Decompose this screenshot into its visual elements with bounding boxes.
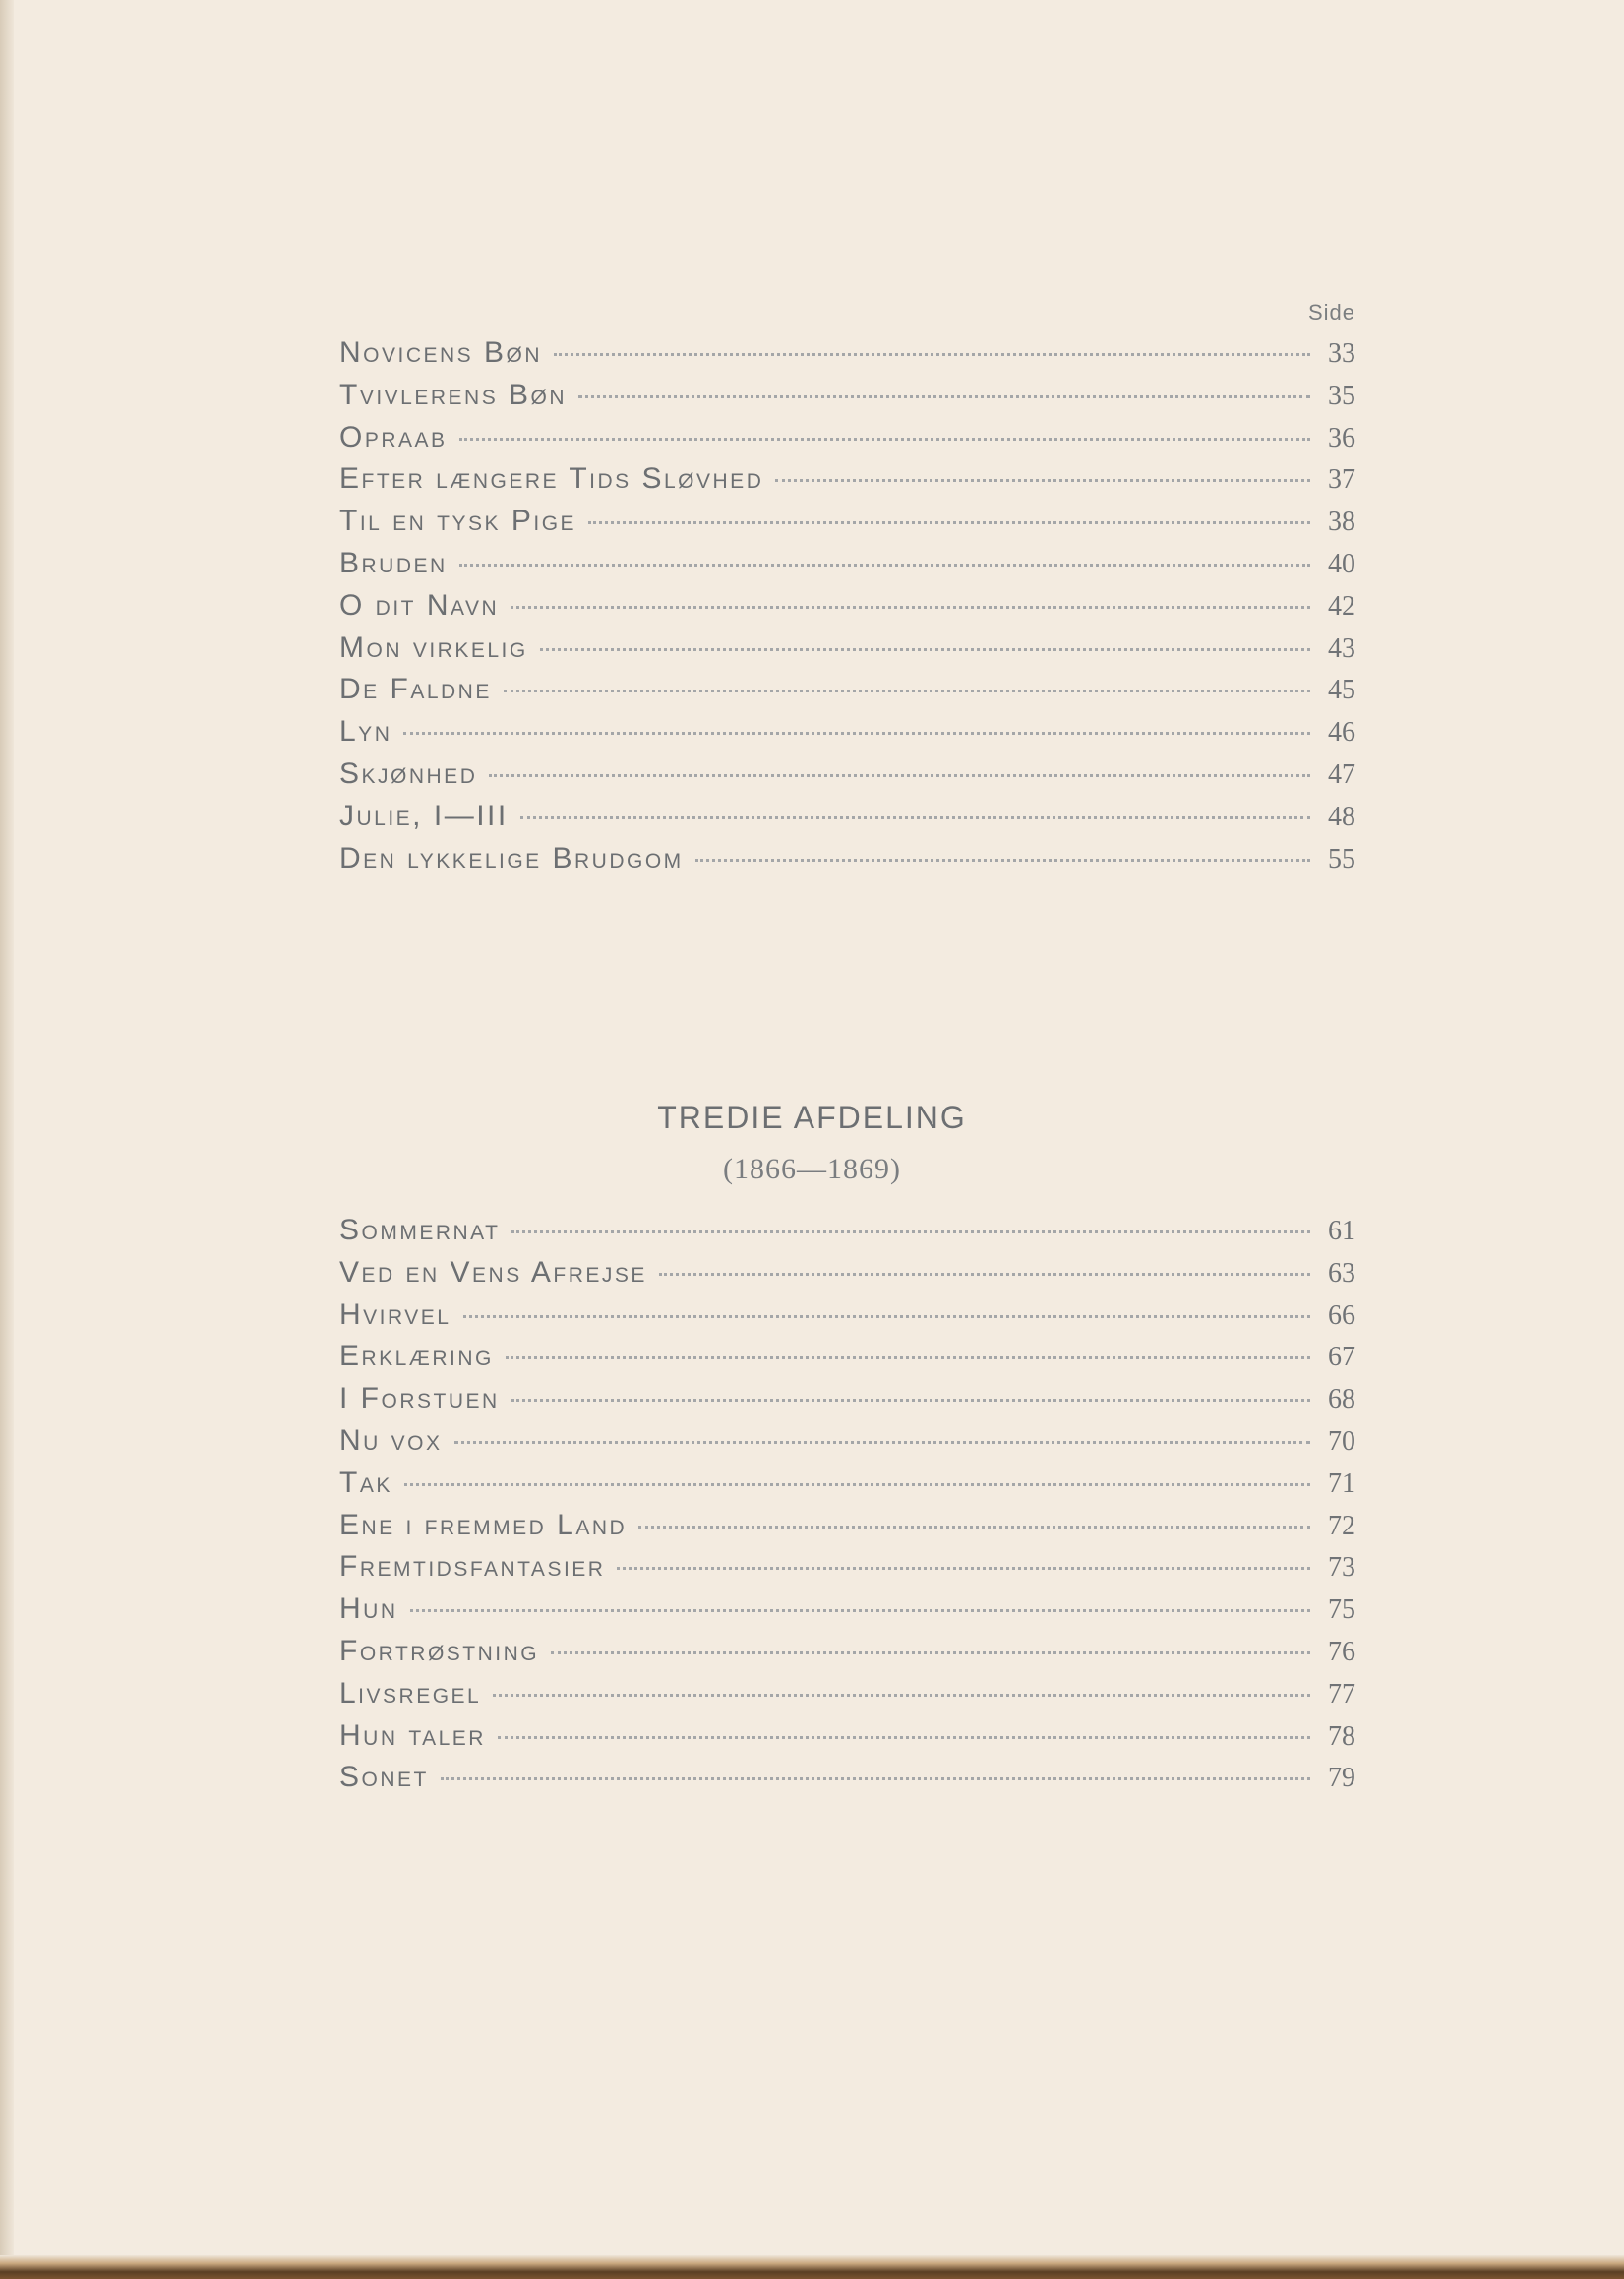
entry-title: Novicens Bøn: [339, 336, 543, 369]
toc-entry: [339, 715, 1355, 757]
toc-entry: [339, 1214, 1355, 1256]
page-bottom-edge: [0, 2255, 1624, 2279]
toc-list-part-three: [339, 1214, 1355, 1803]
entry-page-number: 47: [1328, 758, 1355, 790]
dot-leader: [459, 564, 1310, 567]
toc-entry: [339, 462, 1355, 505]
entry-page-number: 73: [1328, 1552, 1355, 1584]
dot-leader: [588, 521, 1310, 524]
toc-entry: [339, 842, 1355, 884]
entry-title: Nu vox: [339, 1423, 443, 1457]
entry-page-number: 71: [1328, 1468, 1355, 1499]
entry-page-number: 45: [1328, 675, 1355, 706]
dot-leader: [659, 1273, 1310, 1276]
dot-leader: [617, 1567, 1310, 1570]
toc-entry: [339, 1467, 1355, 1509]
page-column-label: Side: [1307, 300, 1355, 325]
toc-entry: [339, 800, 1355, 842]
entry-title: Erklæring: [339, 1340, 494, 1373]
entry-page-number: 68: [1328, 1384, 1355, 1415]
dot-leader: [578, 395, 1310, 398]
toc-entry: [339, 757, 1355, 800]
entry-title: Efter længere Tids Sløvhed: [339, 462, 764, 496]
toc-entry: [339, 1424, 1355, 1467]
toc-list-part-two: [339, 336, 1355, 883]
entry-page-number: 37: [1328, 464, 1355, 496]
entry-page-number: 70: [1328, 1425, 1355, 1457]
entry-page-number: 75: [1328, 1594, 1355, 1626]
dot-leader: [489, 774, 1310, 777]
dot-leader: [511, 606, 1310, 609]
dot-leader: [511, 1399, 1310, 1402]
entry-page-number: 40: [1328, 548, 1355, 579]
dot-leader: [493, 1694, 1310, 1697]
dot-leader: [638, 1526, 1310, 1529]
toc-entry: [339, 1256, 1355, 1298]
section-years: (1866—1869): [723, 1153, 901, 1185]
entry-title: Bruden: [339, 546, 448, 579]
toc-entry: [339, 336, 1355, 379]
entry-page-number: 79: [1328, 1763, 1355, 1794]
entry-title: Sonet: [339, 1761, 429, 1794]
entry-title: Opraab: [339, 420, 448, 453]
entry-page-number: 63: [1328, 1257, 1355, 1289]
toc-part-three: [339, 1214, 1355, 1803]
toc-entry: [339, 1509, 1355, 1551]
toc-entry: [339, 421, 1355, 463]
entry-title: O dit Navn: [339, 588, 500, 622]
entry-title: Fortrøstning: [339, 1634, 540, 1667]
dot-leader: [551, 1651, 1310, 1654]
dot-leader: [540, 648, 1310, 651]
entry-page-number: 48: [1328, 801, 1355, 832]
entry-page-number: 72: [1328, 1510, 1355, 1541]
dot-leader: [441, 1777, 1310, 1780]
entry-title: Mon virkelig: [339, 630, 528, 664]
dot-leader: [498, 1736, 1310, 1739]
entry-page-number: 43: [1328, 632, 1355, 664]
toc-entry: [339, 589, 1355, 631]
dot-leader: [404, 1483, 1310, 1486]
entry-page-number: 36: [1328, 422, 1355, 453]
entry-title: Til en tysk Pige: [339, 505, 577, 538]
entry-title: Ved en Vens Afrejse: [339, 1255, 647, 1289]
entry-page-number: 35: [1328, 380, 1355, 411]
dot-leader: [459, 438, 1310, 441]
toc-entry: [339, 379, 1355, 421]
section-heading: TREDIE AFDELING: [657, 1100, 967, 1135]
toc-entry: [339, 1761, 1355, 1803]
toc-entry: [339, 1677, 1355, 1719]
entry-title: Livsregel: [339, 1676, 482, 1709]
toc-part-two: [339, 336, 1355, 883]
entry-page-number: 38: [1328, 507, 1355, 538]
entry-title: Den lykkelige Brudgom: [339, 841, 684, 874]
page-left-edge: [0, 0, 14, 2279]
dot-leader: [410, 1609, 1311, 1612]
entry-page-number: 77: [1328, 1678, 1355, 1709]
dot-leader: [775, 479, 1310, 482]
toc-entry: [339, 1635, 1355, 1677]
entry-page-number: 55: [1328, 843, 1355, 874]
entry-page-number: 66: [1328, 1299, 1355, 1331]
dot-leader: [463, 1315, 1311, 1318]
toc-entry: [339, 547, 1355, 589]
toc-entry: [339, 1298, 1355, 1341]
toc-entry: [339, 1592, 1355, 1635]
entry-title: Ene i fremmed Land: [339, 1508, 628, 1541]
dot-leader: [695, 859, 1310, 862]
toc-entry: [339, 505, 1355, 547]
toc-entry: [339, 1382, 1355, 1424]
entry-title: Tak: [339, 1466, 392, 1499]
entry-page-number: 33: [1328, 338, 1355, 369]
toc-entry: [339, 1340, 1355, 1382]
entry-title: Lyn: [339, 715, 392, 749]
entry-title: Skjønhed: [339, 756, 478, 790]
entry-page-number: 76: [1328, 1636, 1355, 1667]
dot-leader: [454, 1441, 1310, 1444]
entry-title: Fremtidsfantasier: [339, 1550, 606, 1584]
dot-leader: [506, 1356, 1310, 1359]
toc-entry: [339, 1719, 1355, 1762]
entry-page-number: 46: [1328, 717, 1355, 749]
entry-page-number: 61: [1328, 1216, 1355, 1246]
entry-title: Hvirvel: [339, 1297, 451, 1331]
dot-leader: [554, 353, 1310, 356]
dot-leader: [520, 816, 1310, 819]
entry-title: Hun: [339, 1592, 398, 1626]
dot-leader: [511, 1230, 1310, 1233]
entry-title: Tvivlerens Bøn: [339, 378, 568, 411]
toc-entry: [339, 673, 1355, 715]
entry-page-number: 42: [1328, 590, 1355, 622]
toc-entry: [339, 631, 1355, 674]
entry-title: De Faldne: [339, 673, 492, 706]
entry-title: Hun taler: [339, 1718, 486, 1752]
entry-page-number: 67: [1328, 1342, 1355, 1373]
entry-title: Julie, I—III: [339, 799, 509, 832]
entry-title: I Forstuen: [339, 1382, 500, 1415]
dot-leader: [504, 690, 1310, 692]
dot-leader: [403, 732, 1310, 735]
entry-title: Sommernat: [339, 1214, 501, 1246]
entry-page-number: 78: [1328, 1720, 1355, 1752]
toc-entry: [339, 1550, 1355, 1592]
